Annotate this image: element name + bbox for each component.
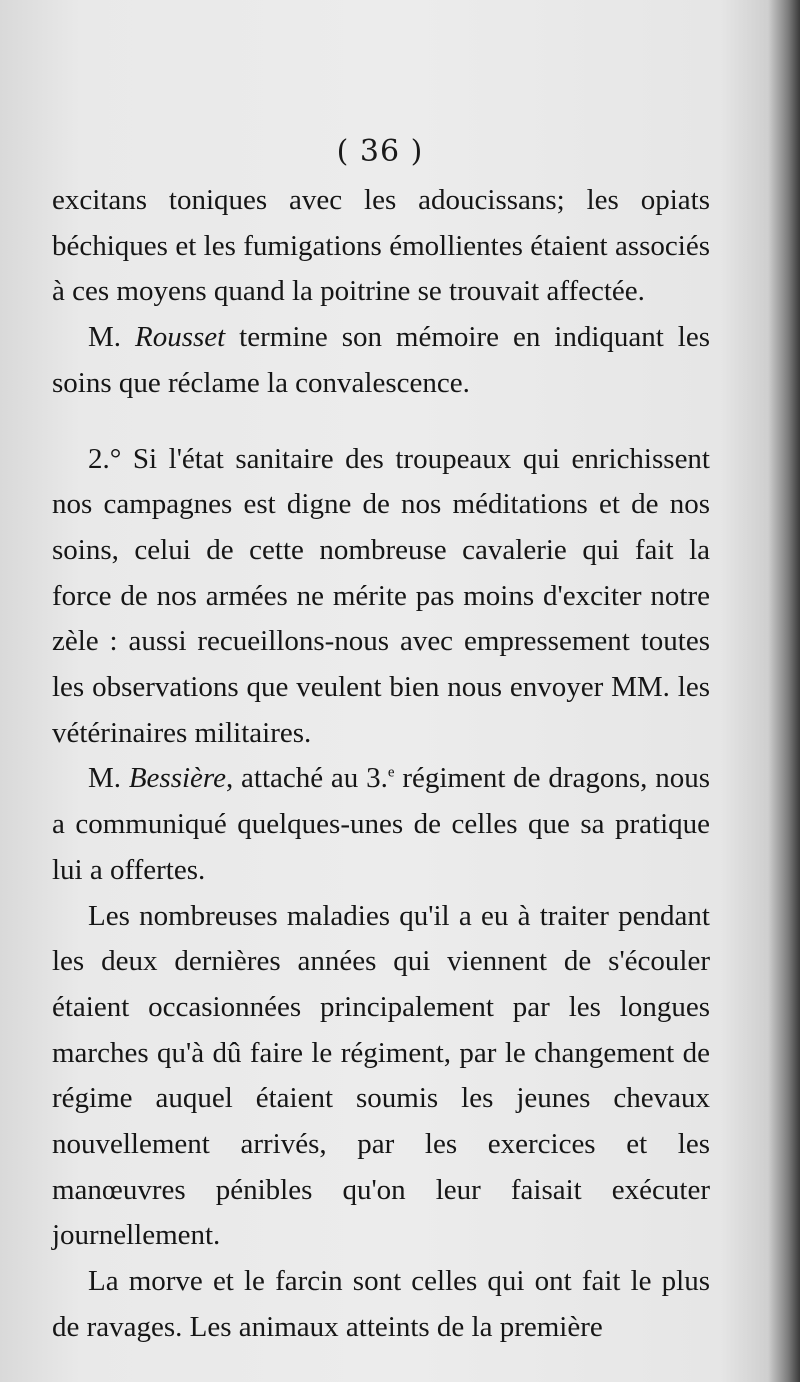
paragraph-6: La morve et le farcin sont celles qui ont fait le plus de ravages. Les animaux atteints de la première (52, 1265, 710, 1343)
body-text (52, 178, 710, 1351)
paragraph-4 (52, 756, 710, 893)
author-name-rousset: Rousset (135, 321, 226, 354)
honorific: M. (88, 762, 129, 795)
ordinal-superscript: e (387, 764, 395, 781)
page-number: ( 36 ) (336, 134, 424, 169)
author-name-bessiere: Bessière (128, 762, 226, 795)
honorific: M. (88, 321, 135, 354)
paragraph-1: excitans toniques avec les adoucissans; les opiats béchiques et les fumigations émollientes étaient associés à ces moyens quand la poitrine se trouvait affectée. (52, 184, 710, 308)
paragraph-2-text: termine son mémoire en indiquant les soins que réclame la convalescence. (52, 321, 710, 399)
paragraph-3: 2.° Si l'état sanitaire des troupeaux qui enrichissent nos campagnes est digne de nos méditations et de nos soins, celui de cette nombreuse cavalerie qui fait la force de nos armées ne mérite pas moins d'exciter notre zèle : aussi recueillons-nous avec empressement toutes les observations que veulent bien nous envoyer MM. les vétérinaires militaires. (52, 442, 710, 749)
paragraph-2 (52, 315, 710, 406)
paragraph-5: Les nombreuses maladies qu'il a eu à traiter pendant les deux dernières années qui viennent de s'écouler étaient occasionnées principalement par les longues marches qu'à dû faire le régiment, par le changement de régime auquel étaient soumis les jeunes chevaux nouvellement arrivés, par les exercices et les manœuvres pénibles qu'on leur faisait exécuter journellement. (52, 899, 710, 1252)
paragraph-4-lead: , attaché au 3. (226, 762, 388, 795)
paragraph-4-text: régiment de dragons, nous a communiqué quelques-unes de celles que sa pratique lui a offertes. (52, 762, 710, 886)
